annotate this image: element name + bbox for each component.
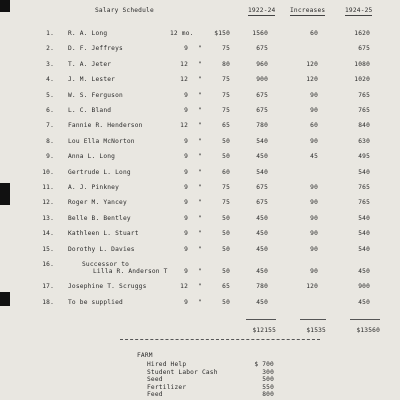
monthly-rate: $150 [214,30,230,37]
salary-1922: 450 [256,298,268,306]
ditto-mark: " [198,45,202,53]
monthly-rate: 65 [222,122,230,130]
salary-1924: 1620 [354,30,370,37]
term: 9 [184,91,188,99]
farm-item-label: Student Labor Cash [147,368,218,376]
salary-1922: 960 [256,60,268,68]
column-header-1924: 1924-25 [345,7,373,14]
salary-1924: 540 [358,230,370,238]
employee-name: Dorothy L. Davies [68,245,135,253]
ditto-mark: " [198,245,202,253]
document-title: Salary Schedule [95,7,154,14]
monthly-rate: 50 [222,268,230,275]
ditto-mark: " [198,298,202,306]
employee-name: Successor to [82,261,130,268]
salary-1922: 675 [256,107,268,114]
row-number: 17. [42,283,54,291]
ditto-mark: " [198,91,202,99]
salary-1922: 450 [256,214,268,222]
employee-name: Anna L. Long [68,153,116,161]
ditto-mark: " [198,283,202,291]
term: 12 mo. [170,30,194,37]
employee-name: L. C. Bland [68,107,112,114]
increase: 120 [306,283,318,291]
term: 12 [180,122,188,130]
term: 9 [184,168,188,176]
term: 12 [180,60,188,68]
term: 12 [180,76,188,84]
row-number: 1. [46,30,54,37]
employee-name: Fannie R. Henderson [68,122,143,130]
increase: 90 [310,268,318,275]
farm-item-amount: 300 [262,368,274,376]
totals-rule-increase [300,319,326,320]
salary-1922: 675 [256,184,268,191]
salary-1924: 540 [358,214,370,222]
ditto-mark: " [198,60,202,68]
employee-name: A. J. Pinkney [68,184,120,191]
employee-name: D. F. Jeffreys [68,45,123,53]
ditto-mark: " [198,230,202,238]
row-number: 12. [42,199,54,207]
total-1924: $13560 [356,327,380,334]
row-number: 10. [42,168,54,176]
ditto-mark: " [198,122,202,130]
term: 9 [184,137,188,145]
ditto-mark: " [198,137,202,145]
salary-1922: 450 [256,153,268,161]
ditto-mark: " [198,199,202,207]
total-increase: $1535 [306,327,326,334]
salary-1922: 450 [256,268,268,275]
ditto-mark: " [198,168,202,176]
employee-name: R. A. Long [68,30,108,37]
increase: 90 [310,230,318,238]
salary-1924: 450 [358,298,370,306]
row-number: 14. [42,230,54,238]
term: 9 [184,230,188,238]
increase: 60 [310,30,318,37]
monthly-rate: 50 [222,298,230,306]
salary-1924: 540 [358,245,370,253]
ditto-mark: " [198,76,202,84]
monthly-rate: 50 [222,153,230,161]
salary-1922: 675 [256,199,268,207]
section-divider [120,339,320,340]
row-number: 2. [46,45,54,53]
row-number: 4. [46,76,54,84]
ditto-mark: " [198,153,202,161]
salary-1922: 780 [256,283,268,291]
term: 9 [184,107,188,114]
salary-1924: 765 [358,91,370,99]
monthly-rate: 50 [222,245,230,253]
employee-name-line2: Lilla R. Anderson T [93,268,168,275]
employee-name: J. M. Lester [68,76,116,84]
increase: 90 [310,137,318,145]
monthly-rate: 75 [222,76,230,84]
row-number: 3. [46,60,54,68]
farm-item-label: Feed [147,391,163,399]
increase: 90 [310,184,318,191]
salary-1922: 1560 [252,30,268,37]
salary-1924: 900 [358,283,370,291]
totals-rule-1922 [246,319,276,320]
employee-name: Lou Ella McNorton [68,137,135,145]
term: 9 [184,245,188,253]
salary-1922: 540 [256,168,268,176]
row-number: 11. [42,184,54,191]
increase: 90 [310,199,318,207]
binder-mark-bottom [0,292,10,306]
salary-1922: 780 [256,122,268,130]
term: 9 [184,214,188,222]
farm-item-amount: $ 700 [254,361,274,368]
employee-name: Roger M. Yancey [68,199,127,207]
monthly-rate: 80 [222,60,230,68]
totals-rule-1924 [350,319,380,320]
row-number: 13. [42,214,54,222]
salary-1922: 450 [256,230,268,238]
monthly-rate: 50 [222,137,230,145]
increase: 90 [310,107,318,114]
farm-heading: FARM [137,352,153,359]
salary-1924: 1020 [354,76,370,84]
salary-1922: 450 [256,245,268,253]
increase: 90 [310,214,318,222]
employee-name: To be supplied [68,298,123,306]
term: 9 [184,153,188,161]
term: 9 [184,268,188,275]
term: 9 [184,45,188,53]
term: 9 [184,184,188,191]
column-header-increases: Increases [290,7,326,14]
monthly-rate: 75 [222,107,230,114]
salary-1924: 630 [358,137,370,145]
farm-item-label: Seed [147,376,163,384]
salary-1924: 450 [358,268,370,275]
ditto-mark: " [198,184,202,191]
employee-name: Josephine T. Scruggs [68,283,147,291]
term: 12 [180,283,188,291]
salary-1924: 540 [358,168,370,176]
salary-1924: 765 [358,107,370,114]
farm-item-amount: 500 [262,376,274,384]
monthly-rate: 65 [222,283,230,291]
monthly-rate: 75 [222,91,230,99]
employee-name: W. S. Ferguson [68,91,123,99]
column-header-1922: 1922-24 [248,7,276,14]
salary-1924: 675 [358,45,370,53]
employee-name: Gertrude L. Long [68,168,131,176]
farm-item-label: Hired Help [147,361,187,368]
salary-1924: 765 [358,184,370,191]
increase: 120 [306,60,318,68]
increase: 120 [306,76,318,84]
increase: 90 [310,91,318,99]
monthly-rate: 75 [222,199,230,207]
salary-1924: 1080 [354,60,370,68]
employee-name: Belle B. Bentley [68,214,131,222]
employee-name: Kathleen L. Stuart [68,230,139,238]
row-number: 18. [42,298,54,306]
row-number: 9. [46,153,54,161]
salary-1924: 765 [358,199,370,207]
salary-1922: 900 [256,76,268,84]
ditto-mark: " [198,214,202,222]
monthly-rate: 50 [222,230,230,238]
salary-1922: 675 [256,91,268,99]
ditto-mark: " [198,268,202,275]
salary-1924: 840 [358,122,370,130]
row-number: 7. [46,122,54,130]
monthly-rate: 50 [222,214,230,222]
farm-item-amount: 550 [262,383,274,391]
increase: 45 [310,153,318,161]
monthly-rate: 75 [222,184,230,191]
monthly-rate: 60 [222,168,230,176]
row-number: 5. [46,91,54,99]
monthly-rate: 75 [222,45,230,53]
binder-mark-middle [0,183,10,205]
salary-1922: 540 [256,137,268,145]
row-number: 15. [42,245,54,253]
row-number: 16. [42,261,54,268]
farm-item-label: Fertilizer [147,383,187,391]
increase: 90 [310,245,318,253]
binder-mark-top [0,0,10,12]
salary-1922: 675 [256,45,268,53]
farm-item-amount: 800 [262,391,274,399]
row-number: 6. [46,107,54,114]
ditto-mark: " [198,107,202,114]
salary-1924: 495 [358,153,370,161]
total-1922: $12155 [252,327,276,334]
term: 9 [184,298,188,306]
employee-name: T. A. Jeter [68,60,112,68]
increase: 60 [310,122,318,130]
term: 9 [184,199,188,207]
row-number: 8. [46,137,54,145]
